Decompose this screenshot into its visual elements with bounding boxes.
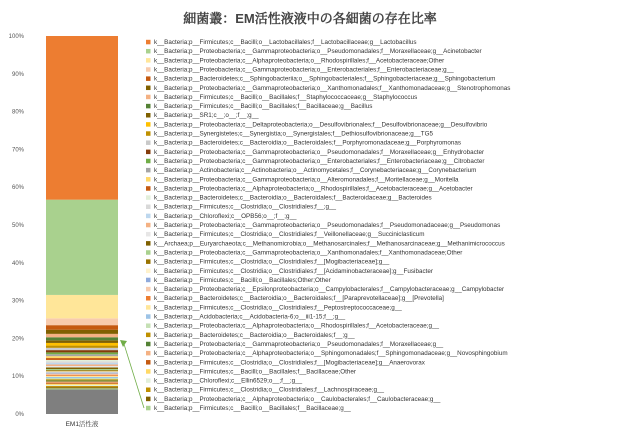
- bar-segment[interactable]: [46, 371, 118, 372]
- bar-segment-other[interactable]: [46, 389, 118, 414]
- bar-segment[interactable]: [46, 363, 118, 365]
- y-tick-label: 60%: [11, 185, 24, 192]
- bar-segment[interactable]: [46, 330, 118, 334]
- arrow-line: [124, 344, 144, 408]
- legend-label[interactable]: k__Bacteria;p__Synergistetes;c__Synergistia;o__Synergistales;f__Dethiosulfovibrionaceae;g__TG5: [154, 130, 433, 138]
- bar-segment[interactable]: [46, 375, 118, 376]
- legend-label[interactable]: k__Bacteria;p__Firmicutes;c__Bacilli;o__Bacillales;f__Bacillaceae;g__: [154, 405, 351, 412]
- bar-segment[interactable]: [46, 358, 118, 360]
- legend-swatch: [146, 104, 151, 109]
- legend-swatch: [146, 214, 151, 219]
- bar-segment[interactable]: [46, 364, 118, 366]
- legend-label[interactable]: k__Bacteria;p__Firmicutes;c__Bacilli;o__Lactobacillales;f__Lactobacillaceae;g__Lactobacillus: [154, 39, 417, 46]
- legend-label[interactable]: k__Bacteria;p__Proteobacteria;c__Gammaproteobacteria;o__Xanthomonadales;f__Xanthomonadaceae;g__Stenotrophomonas: [154, 84, 511, 92]
- legend-swatch: [146, 305, 151, 310]
- bar-segment[interactable]: [46, 200, 118, 295]
- bar-segment[interactable]: [46, 356, 118, 358]
- legend-swatch: [146, 378, 151, 383]
- legend-label[interactable]: k__Bacteria;p__Proteobacteria;c__Gammaproteobacteria;o__Pseudomonadales;f__Pseudomonadaceae;g__Pseudomonas: [154, 222, 501, 229]
- bar-segment[interactable]: [46, 388, 118, 389]
- legend-label[interactable]: k__Bacteria;p__Bacteroidetes;c__Sphingobacteriia;o__Sphingobacteriales;f__Sphingobacteriaceae;g__Sphingobacterium: [154, 75, 496, 83]
- bar-segment[interactable]: [46, 337, 118, 340]
- legend-label[interactable]: k__Bacteria;p__Chloroflexi;c__Ellin6529;o__;f__;g__: [154, 377, 303, 385]
- legend-swatch: [146, 278, 151, 283]
- legend-label[interactable]: k__Bacteria;p__Firmicutes;c__Clostridia;o__Clostridiales;f__Lachnospiraceae;g__: [154, 386, 384, 394]
- legend-label[interactable]: k__Bacteria;p__SR1;c__;o__;f__;g__: [154, 112, 259, 120]
- legend-label[interactable]: k__Bacteria;p__Firmicutes;c__Bacilli;o__Bacillales;f__Bacillaceae;g__Bacillus: [154, 103, 373, 111]
- legend-swatch: [146, 323, 151, 328]
- legend-swatch: [146, 369, 151, 374]
- legend-label[interactable]: k__Bacteria;p__Proteobacteria;c__Gammaproteobacteria;o__Pseudomonadales;f__Moraxellaceae;g__Acinetobacter: [154, 48, 482, 56]
- legend-label[interactable]: k__Bacteria;p__Proteobacteria;c__Alphaproteobacteria;o__Rhodospirillales;f__Acetobacteraceae;Other: [154, 57, 445, 65]
- y-tick-label: 90%: [11, 71, 24, 78]
- y-tick-label: 100%: [8, 34, 24, 40]
- legend-swatch: [146, 131, 151, 136]
- legend-swatch: [146, 351, 151, 356]
- legend-swatch: [146, 296, 151, 301]
- legend-swatch: [146, 95, 151, 100]
- legend-swatch: [146, 58, 151, 63]
- bar-segment[interactable]: [46, 343, 118, 346]
- bar-segment[interactable]: [46, 36, 118, 200]
- legend-label[interactable]: k__Bacteria;p__Firmicutes;c__Bacilli;o__Bacillales;Other;Other: [154, 276, 331, 284]
- legend-label[interactable]: k__Bacteria;p__Bacteroidetes;c__Bacteroidia;o__Bacteroidales;f__Bacteroidaceae;g__Bacteroides: [154, 194, 432, 202]
- bar-segment[interactable]: [46, 350, 118, 352]
- y-tick-label: 30%: [11, 298, 24, 305]
- y-tick-label: 10%: [11, 374, 24, 381]
- legend-swatch: [146, 241, 151, 246]
- legend-label[interactable]: k__Bacteria;p__Proteobacteria;c__Gammaproteobacteria;o__Enterobacteriales;f__Enterobacteriaceae;g__: [154, 66, 454, 74]
- legend-swatch: [146, 113, 151, 118]
- bar-segment[interactable]: [46, 381, 118, 382]
- bar-segment[interactable]: [46, 378, 118, 379]
- bar-segment[interactable]: [46, 360, 118, 362]
- bar-segment[interactable]: [46, 340, 118, 343]
- x-category-label: EM1活性液: [65, 421, 99, 428]
- bar-segment[interactable]: [46, 385, 118, 386]
- bar-segment[interactable]: [46, 368, 118, 370]
- legend-label[interactable]: k__Bacteria;p__Bacteroidetes;c__Bacteroidia;o__Bacteroidales;f__;g__: [154, 331, 355, 339]
- legend-swatch: [146, 406, 151, 411]
- legend-swatch: [146, 86, 151, 91]
- legend-label[interactable]: k__Bacteria;p__Proteobacteria;c__Alphaproteobacteria;o__Rhodospirillales;f__Acetobacteraceae;g__Acetobacter: [154, 185, 473, 193]
- bar-segment[interactable]: [46, 352, 118, 354]
- legend-swatch: [146, 40, 151, 45]
- bar-segment[interactable]: [46, 372, 118, 373]
- legend-label[interactable]: k__Bacteria;p__Proteobacteria;c__Gammaproteobacteria;o__Pseudomonadales;f__Moraxellaceae;g__: [154, 340, 444, 348]
- bar-segment[interactable]: [46, 384, 118, 385]
- bar-segment[interactable]: [46, 376, 118, 377]
- legend-swatch: [146, 388, 151, 393]
- legend-label[interactable]: k__Bacteria;p__Firmicutes;c__Clostridia;o__Clostridiales;f__[Mogibacteriaceae];g__: [154, 258, 390, 266]
- legend-label[interactable]: k__Bacteria;p__Bacteroidetes;c__Bacteroidia;o__Bacteroidales;f__Porphyromonadaceae;g__Porphyromonas: [154, 139, 461, 147]
- bar-segment[interactable]: [46, 380, 118, 381]
- legend-label[interactable]: k__Bacteria;p__Firmicutes;c__Bacilli;o__Bacillales;f__Bacillaceae;Other: [154, 368, 356, 376]
- bar-segment[interactable]: [46, 295, 118, 318]
- bar-segment[interactable]: [46, 366, 118, 368]
- legend-label[interactable]: k__Bacteria;p__Acidobacteria;c__Acidobacteria-6;o__iii1-15;f__;g__: [154, 313, 346, 321]
- legend-swatch: [146, 159, 151, 164]
- y-tick-label: 80%: [11, 109, 24, 116]
- legend-swatch: [146, 314, 151, 319]
- bar-segment[interactable]: [46, 379, 118, 380]
- legend-label[interactable]: k__Bacteria;p__Proteobacteria;c__Alphaproteobacteria;o__Caulobacterales;f__Caulobacteraceae;g__: [154, 395, 441, 403]
- legend-label[interactable]: k__Bacteria;p__Firmicutes;c__Clostridia;o__Clostridiales;f__[Acidaminobacteraceae];g__Fusibacter: [154, 267, 433, 275]
- y-tick-label: 0%: [15, 412, 24, 418]
- legend-swatch: [146, 397, 151, 402]
- legend-label[interactable]: k__Archaea;p__Euryarchaeota;c__Methanomicrobia;o__Methanosarcinales;f__Methanosarcinaceae;g__Methanimicrococcus: [154, 240, 505, 248]
- legend-swatch: [146, 67, 151, 72]
- bar-segment[interactable]: [46, 370, 118, 371]
- arrow-head: [120, 340, 127, 347]
- bar-segment[interactable]: [46, 325, 118, 330]
- legend-label[interactable]: k__Bacteria;p__Proteobacteria;c__Gammaproteobacteria;o__Pseudomonadales;f__Moraxellaceae;g__Enhydrobacter: [154, 148, 485, 156]
- legend: [146, 39, 510, 412]
- legend-swatch: [146, 186, 151, 191]
- legend-swatch: [146, 76, 151, 81]
- bar-segment[interactable]: [46, 334, 118, 337]
- legend-label[interactable]: k__Bacteria;p__Firmicutes;c__Clostridia;o__Clostridiales;f__;g__: [154, 203, 337, 211]
- legend-label[interactable]: k__Bacteria;p__Proteobacteria;c__Deltaproteobacteria;o__Desulfovibrionales;f__Desulfovibrionaceae;g__Desulfovibrio: [154, 121, 488, 129]
- chart-title: 細菌叢：EM活性液液中の各細菌の存在比率: [183, 11, 437, 26]
- legend-label[interactable]: k__Bacteria;p__Proteobacteria;c__Gammaproteobacteria;o__Alteromonadales;f__Moritellaceae;g__Moritella: [154, 176, 459, 184]
- legend-swatch: [146, 333, 151, 338]
- legend-label[interactable]: k__Bacteria;p__Proteobacteria;c__Gammaproteobacteria;o__Enterobacteriales;f__Enterobacteriaceae;g__Citrobacter: [154, 157, 485, 165]
- legend-swatch: [146, 342, 151, 347]
- legend-swatch: [146, 49, 151, 54]
- bar-segment[interactable]: [46, 369, 118, 370]
- y-tick-label: 20%: [11, 336, 24, 343]
- legend-label[interactable]: k__Bacteria;p__Proteobacteria;c__Alphaproteobacteria;o__Sphingomonadales;f__Sphingomonadaceae;g__Novosphingobium: [154, 350, 508, 358]
- legend-label[interactable]: k__Bacteria;p__Bacteroidetes;c__Bacteroidia;o__Bacteroidales;f__[Paraprevotellaceae];g__[Prevotella]: [154, 295, 444, 303]
- legend-label[interactable]: k__Bacteria;p__Firmicutes;c__Clostridia;o__Clostridiales;f__[Mogibacteriaceae];g__Anaerovorax: [154, 359, 425, 367]
- bar-segment[interactable]: [46, 361, 118, 363]
- legend-swatch: [146, 259, 151, 264]
- legend-label[interactable]: k__Bacteria;p__Firmicutes;c__Bacilli;o__Bacillales;f__Staphylococcaceae;g__Staphylococcus: [154, 93, 418, 101]
- bar-segment[interactable]: [46, 386, 118, 387]
- bar-group: [46, 36, 118, 414]
- y-tick-label: 70%: [11, 147, 24, 154]
- bar-segment[interactable]: [46, 354, 118, 356]
- legend-swatch: [146, 287, 151, 292]
- legend-label[interactable]: k__Bacteria;p__Proteobacteria;c__Gammaproteobacteria;o__Xanthomonadales;f__Xanthomonadaceae;Other: [154, 249, 463, 257]
- legend-swatch: [146, 122, 151, 127]
- legend-label[interactable]: k__Bacteria;p__Firmicutes;c__Clostridia;o__Clostridiales;f__Peptostreptococcaceae;g__: [154, 304, 402, 312]
- legend-swatch: [146, 177, 151, 182]
- bar-segment[interactable]: [46, 318, 118, 325]
- bar-segment[interactable]: [46, 374, 118, 375]
- legend-swatch: [146, 360, 151, 365]
- legend-swatch: [146, 150, 151, 155]
- legend-label[interactable]: k__Bacteria;p__Proteobacteria;c__Alphaproteobacteria;o__Rhodospirillales;f__Acetobacteraceae;g__: [154, 322, 439, 330]
- bar-segment[interactable]: [46, 383, 118, 384]
- legend-swatch: [146, 195, 151, 200]
- legend-swatch: [146, 140, 151, 145]
- y-tick-label: 40%: [11, 260, 24, 267]
- bar-segment[interactable]: [46, 348, 118, 350]
- bar-segment[interactable]: [46, 387, 118, 388]
- legend-swatch: [146, 223, 151, 228]
- legend-swatch: [146, 232, 151, 237]
- legend-swatch: [146, 250, 151, 255]
- y-tick-label: 50%: [11, 223, 24, 229]
- legend-swatch: [146, 168, 151, 173]
- legend-label[interactable]: k__Bacteria;p__Actinobacteria;c__Actinobacteria;o__Actinomycetales;f__Corynebacteriaceae;g__Corynebacterium: [154, 167, 477, 175]
- legend-label[interactable]: k__Bacteria;p__Proteobacteria;c__Epsilonproteobacteria;o__Campylobacterales;f__Campylobacteraceae;g__Campylobacter: [154, 286, 505, 294]
- legend-label[interactable]: k__Bacteria;p__Chloroflexi;c__OPB56;o__;f__;g__: [154, 212, 297, 220]
- bar-segment[interactable]: [46, 377, 118, 378]
- legend-swatch: [146, 269, 151, 274]
- legend-swatch: [146, 205, 151, 210]
- bar-segment[interactable]: [46, 346, 118, 348]
- legend-label[interactable]: k__Bacteria;p__Firmicutes;c__Clostridia;o__Clostridiales;f__Veillonellaceae;g__Succiniclasticum: [154, 231, 425, 239]
- annotation-arrow: [120, 340, 144, 408]
